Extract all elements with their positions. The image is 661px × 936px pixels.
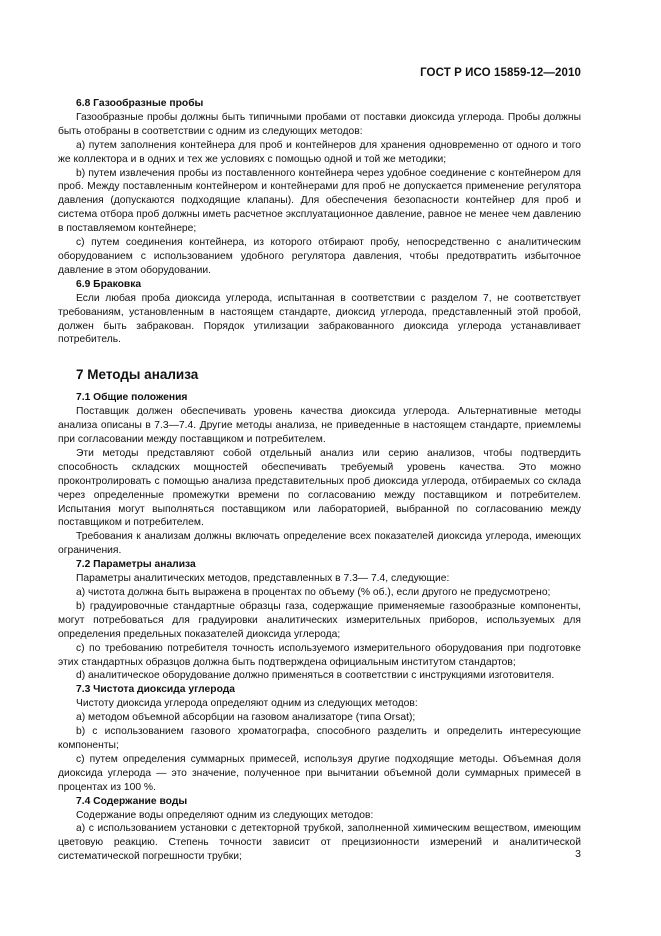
document-body [58,97,581,864]
paragraph: Газообразные пробы должны быть типичными пробами от поставки диоксида углерода. Пробы должны быть отобраны в соответствии с одним из следующих методов: [58,111,581,137]
paragraph: Если любая проба диоксида углерода, испытанная в соответствии с разделом 7, не соответствует требованиям, установленным в настоящем стандарте, диоксид углерода, представленный этой пробой, должен быть забракован. Порядок утилизации забракованного диоксида углерода устанавливает потребитель. [58,292,581,346]
paragraph: b) градуировочные стандартные образцы газа, содержащие применяемые газообразные компоненты, могут потребоваться для градуировки аналитических измерительных приборов, используемых для определения предельных показателей диоксида углерода; [58,600,581,640]
paragraph: а) путем заполнения контейнера для проб и контейнеров для хранения одновременно от одного и того же коллектора и в одних и тех же условиях с помощью одной и той же методики; [58,139,581,165]
paragraph: Параметры аналитических методов, представленных в 7.3— 7.4, следующие: [76,573,450,585]
paragraph: d) аналитическое оборудование должно применяться в соответствии с инструкциями изготовителя. [76,670,555,682]
paragraph: Поставщик должен обеспечивать уровень качества диоксида углерода. Альтернативные методы анализа описаны в 7.3—7.4. Другие методы анализа, не приведенные в настоящем стандарте, приемлемы при согласовании между поставщиком и потребителем. [58,406,581,446]
paragraph: b) путем извлечения пробы из поставленного контейнера через удобное соединение с контейнером для проб. Между поставленным контейнером и контейнерами для проб не допускается применение регулятора давления (допускаются подходящие клапаны). Для обеспечения безопасности контейнер для проб и система отбора проб должны иметь расчетное эксплуатационное давление, равное не менее чем давлению в поставляемом контейнере; [58,167,581,235]
subsection-heading: 7.4 Содержание воды [76,795,188,807]
paragraph: b) с использованием газового хроматографа, способного разделить и определить интересующие компоненты; [58,726,581,751]
paragraph: Эти методы представляют собой отдельный анализ или серию анализов, чтобы подтвердить способность складских мощностей обеспечивать требуемый уровень качества. Это можно проконтролировать с помощью анализа представительных проб диоксида углерода, отбираемых со склада через определенные промежутки времени по согласованию между поставщиком и потребителем. Испытания могут выполняться поставщиком или лабораторией, выбранной по согласованию между поставщиком и потребителем. [58,447,581,529]
paragraph: а) чистота должна быть выражена в процентах по объему (% об.), если другого не предусмотрено; [76,587,551,598]
paragraph: с) путем определения суммарных примесей, используя другие подходящие методы. Объемная доля диоксида углерода — это значение, полученное при вычитании объемной доли суммарных примесей в процентах из 100 %. [58,753,581,793]
subsection-heading: 7.1 Общие положения [76,392,188,404]
paragraph: с) путем соединения контейнера, из которого отбирают пробу, непосредственно с аналитическим оборудованием с использованием удобного регулятора давления, чтобы предотвратить избыточное давление в этом оборудовании. [58,237,581,276]
paragraph: а) методом объемной абсорбции на газовом анализаторе (типа Orsat); [76,712,416,724]
subsection-heading: 6.8 Газообразные пробы [76,98,204,109]
subsection-heading: 7.3 Чистота диоксида углерода [76,684,235,696]
paragraph: Требования к анализам должны включать определение всех показателей диоксида углерода, имеющих ограничения. [58,531,581,557]
section-heading: 7 Методы анализа [76,367,199,383]
page-number: 3 [575,848,581,860]
paragraph: Чистоту диоксида углерода определяют одним из следующих методов: [76,698,418,710]
paragraph: с) по требованию потребителя точность используемого измерительного оборудования при подготовке этих стандартных образцов должна быть подтверждена официальным институтом стандартов; [58,642,581,668]
paragraph: а) с использованием установки с детекторной трубкой, заполненной химическим веществом, имеющим цветовую реакцию. Степень точности зависит от прецизионности измерений и аналитической систематической погрешности трубки; [58,823,581,863]
subsection-heading: 7.2 Параметры анализа [76,559,196,571]
standard-header: ГОСТ Р ИСО 15859-12—2010 [420,67,581,79]
paragraph: Содержание воды определяют одним из следующих методов: [76,809,374,821]
subsection-heading: 6.9 Браковка [76,278,142,290]
